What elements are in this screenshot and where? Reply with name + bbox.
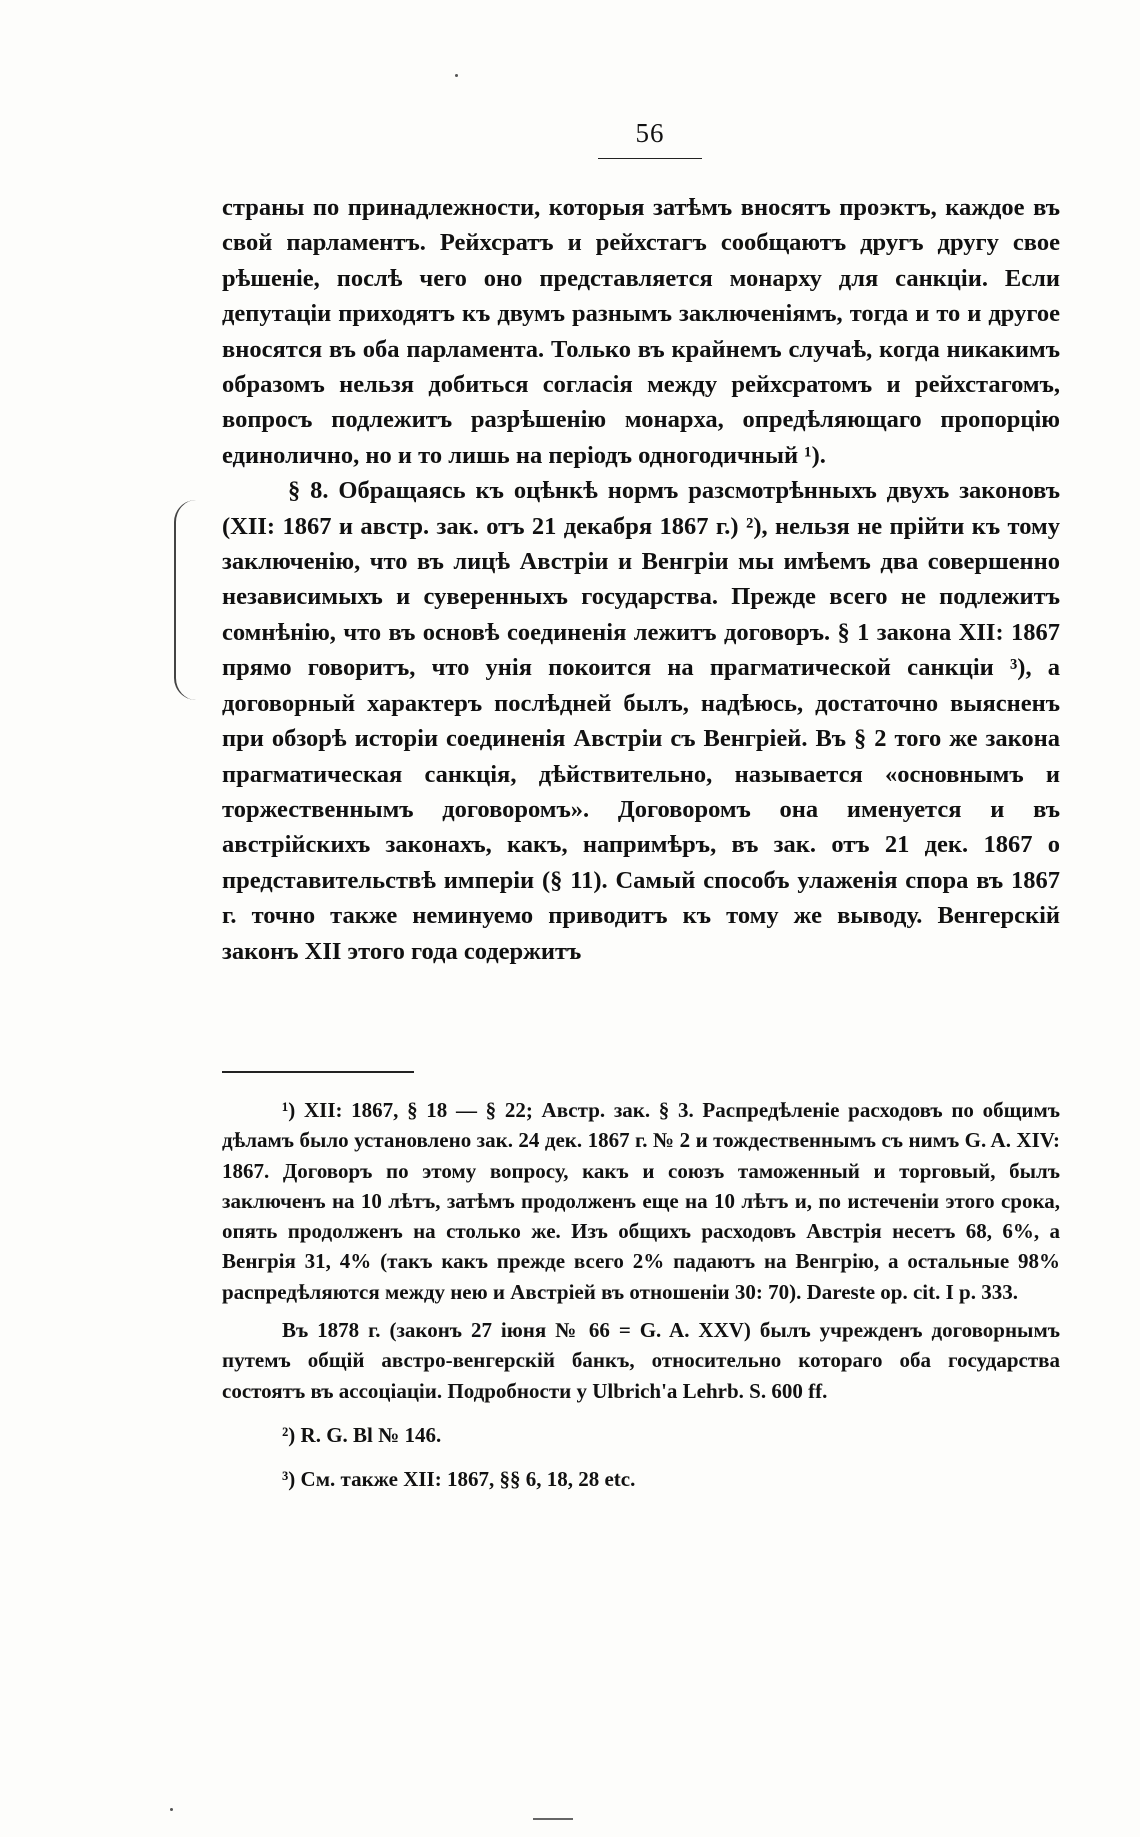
bottom-mark [533,1818,573,1820]
footnote-2: ²) R. G. Bl № 146. [282,1422,442,1447]
footnote-1: ¹) XII: 1867, § 18 — § 22; Австр. зак. § 3. Распредѣленіе расходовъ по общимъ дѣламъ было установлено зак. 24 дек. 1867 г. № 2 и тождественнымъ съ нимъ G. A. XIV: 1867. Договоръ по этому вопросу, какъ и союзъ таможенный и торговый, былъ заключенъ на 10 лѣтъ, затѣмъ продолженъ еще на 10 лѣтъ и, по истеченіи этого срока, опять продолженъ на столько же. Изъ общихъ расходовъ Австрія несетъ 68, 6%, а Венгрія 31, 4% (такъ какъ прежде всего 2% падаютъ на Венгрію, а остальные 98% распредѣляются между нею и Австріей въ отношеніи 30: 70). Dareste op. cit. I p. 333. [222,1098,1060,1304]
footnote-1-continuation: Въ 1878 г. (законъ 27 іюня № 66 = G. A. XXV) былъ учрежденъ договорнымъ путемъ общій австро-венгерскій банкъ, относительно котораго оба государства состоятъ въ ассоціаціи. Подробности у Ulbrich'а Lehrb. S. 600 ff. [222,1318,1060,1403]
footnote-3: ³) См. также XII: 1867, §§ 6, 18, 28 etc. [282,1467,636,1492]
margin-bracket-mark [174,500,196,700]
footnotes [222,1095,1060,1509]
paragraph-2-section-8: § 8. Обращаясь къ оцѣнкѣ нормъ разсмотрѣнныхъ двухъ законовъ (XII: 1867 и австр. зак. отъ 21 декабря 1867 г.) ²), нельзя не прійти къ тому заключенію, что въ лицѣ Австріи и Венгріи мы имѣемъ два совершенно независимыхъ и суверенныхъ государства. Прежде всего не подлежитъ сомнѣнію, что въ основѣ соединенія лежитъ договоръ. § 1 закона XII: 1867 прямо говоритъ, что унія покоится на прагматической санкціи ³), а договорный характеръ послѣдней былъ, надѣюсь, достаточно выясненъ при обзорѣ исторіи соединенія Австріи съ Венгріей. Въ § 2 того же закона прагматическая санкція, дѣйствительно, называется «основнымъ и торжественнымъ договоромъ». Договоромъ она именуется и въ австрійскихъ законахъ, какъ, напримѣръ, въ зак. отъ 21 дек. 1867 о представительствѣ имперіи (§ 11). Самый способъ улаженія спора въ 1867 г. точно также неминуемо приводитъ къ тому же выводу. Венгерскій законъ XII этого года содержитъ [222,477,1060,965]
scan-speck [455,74,458,77]
page-number-rule [598,158,702,159]
paragraph-1: страны по принадлежности, которыя затѣмъ вносятъ проэктъ, каждое въ свой парламентъ. Рейхсратъ и рейхстагъ сообщаютъ другъ другу свое рѣшеніе, послѣ чего оно представляется монарху для санкціи. Если депутаціи приходятъ къ двумъ разнымъ заключеніямъ, тогда и то и другое вносятся въ оба парламента. Только въ крайнемъ случаѣ, когда никакимъ образомъ нельзя добиться согласія между рейхсратомъ и рейхстагомъ, вопросъ подлежитъ разрѣшенію монарха, опредѣляющаго пропорцію единолично, но и то лишь на періодъ одногодичный ¹). [222,194,1060,469]
scan-speck [170,1808,173,1811]
page-number: 56 [635,118,665,148]
main-text [222,190,1060,969]
footnote-separator [222,1071,414,1073]
